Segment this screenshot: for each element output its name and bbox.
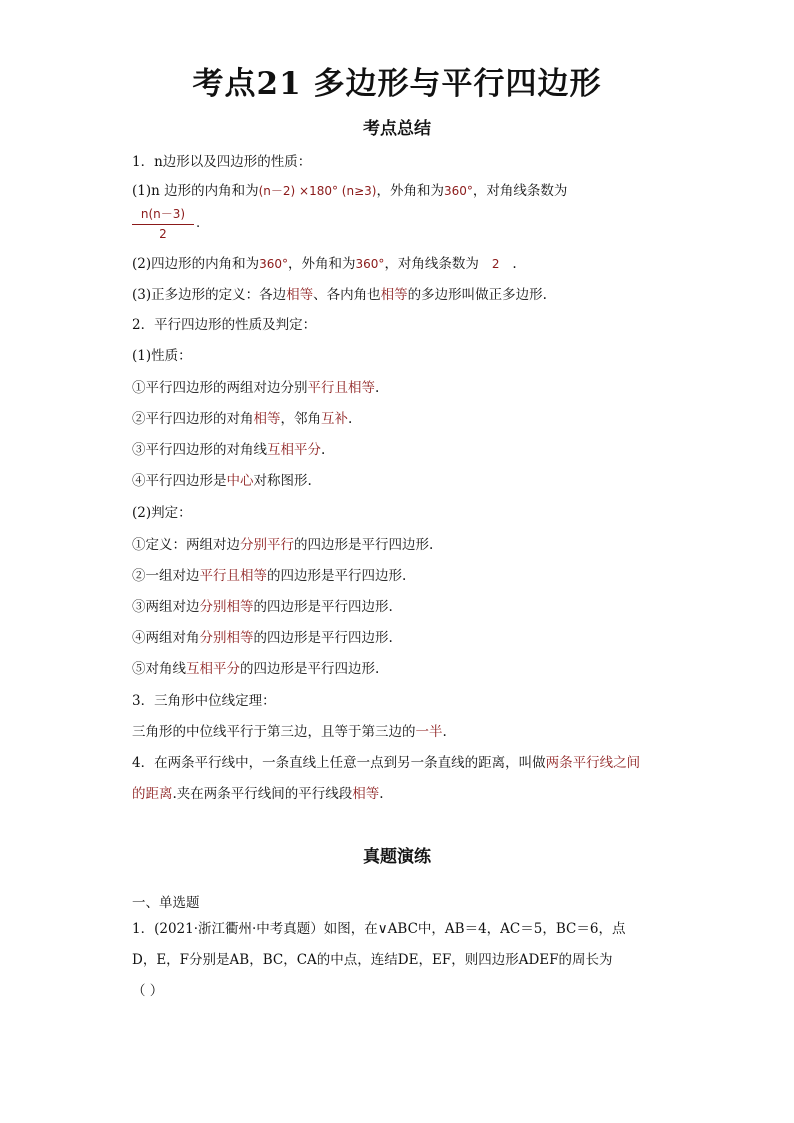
criterion-3: ③两组对边分别相等的四边形是平行四边形.: [132, 599, 393, 615]
page-title: 考点21 多边形与平行四边形: [192, 66, 602, 102]
point-1-item-2: (2)四边形的内角和为360°，外角和为360°，对角线条数为 2 .: [132, 256, 517, 272]
point-2-heading: 2．平行四边形的性质及判定：: [132, 317, 317, 333]
property-3: ③平行四边形的对角线互相平分.: [132, 442, 326, 458]
diagonal-count-fraction: $\frac{n(n-3)}{2}$: [132, 205, 194, 241]
property-1: ①平行四边形的两组对边分别平行且相等.: [132, 380, 380, 396]
point-4-line-2: 的距离.夹在两条平行线间的平行线段相等.: [132, 786, 384, 802]
criteria-heading: (2)判定：: [132, 505, 192, 521]
point-1-heading: 1．n边形以及四边形的性质：: [132, 154, 312, 170]
property-2: ②平行四边形的对角相等，邻角互补.: [132, 411, 353, 427]
question-type-heading: 一、单选题: [132, 895, 200, 911]
criterion-2: ②一组对边平行且相等的四边形是平行四边形.: [132, 568, 407, 584]
question-1-line-2: D，E，F分别是AB，BC，CA的中点，连结DE，EF，则四边形ADEF的周长为: [132, 952, 613, 968]
properties-heading: (1)性质：: [132, 348, 192, 364]
point-3-heading: 3．三角形中位线定理：: [132, 693, 276, 709]
criterion-4: ④两组对角分别相等的四边形是平行四边形.: [132, 630, 393, 646]
property-4: ④平行四边形是中心对称图形.: [132, 473, 312, 489]
point-1-item-3: (3)正多边形的定义：各边相等、各内角也相等的多边形叫做正多边形.: [132, 287, 547, 303]
section-heading-summary: 考点总结: [363, 119, 431, 139]
point-4-line-1: 4．在两条平行线中，一条直线上任意一点到另一条直线的距离，叫做两条平行线之间: [132, 755, 641, 771]
criterion-1: ①定义：两组对边分别平行的四边形是平行四边形.: [132, 537, 434, 553]
midline-theorem: 三角形的中位线平行于第三边，且等于第三边的一半.: [132, 724, 447, 740]
question-1-answer-blank: （ ）: [132, 983, 164, 999]
question-1-line-1: 1．(2021·浙江衢州·中考真题）如图，在∨ABC中，AB＝4，AC＝5，BC＝6，点: [132, 921, 626, 937]
criterion-5: ⑤对角线互相平分的四边形是平行四边形.: [132, 661, 380, 677]
section-heading-practice: 真题演练: [363, 847, 431, 867]
point-1-item-1: (1)n 边形的内角和为(n－2) ×180° (n≥3)，外角和为360°，对角线条数为: [132, 183, 568, 199]
